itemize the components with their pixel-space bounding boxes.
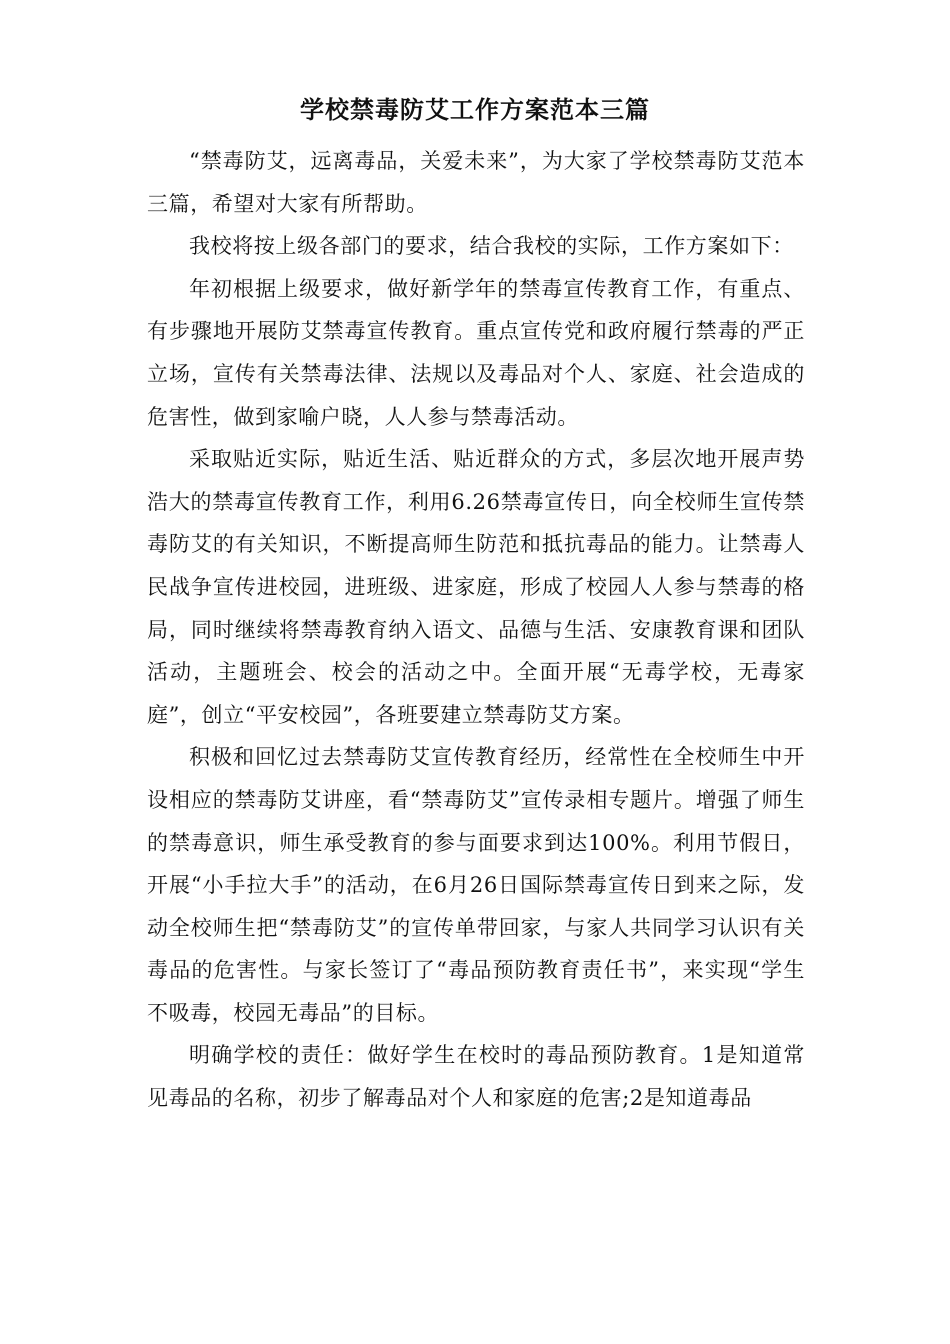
paragraph: “禁毒防艾，远离毒品，关爱未来”，为大家了学校禁毒防艾范本三篇，希望对大家有所帮助。 — [147, 149, 805, 216]
document-body — [147, 140, 805, 1120]
paragraph: 年初根据上级要求，做好新学年的禁毒宣传教育工作，有重点、有步骤地开展防艾禁毒宣传教育。重点宣传党和政府履行禁毒的严正立场，宣传有关禁毒法律、法规以及毒品对个人、家庭、社会造成的危害性，做到家喻户晓，人人参与禁毒活动。 — [147, 276, 805, 429]
paragraph: 积极和回忆过去禁毒防艾宣传教育经历，经常性在全校师生中开设相应的禁毒防艾讲座，看“禁毒防艾”宣传录相专题片。增强了师生的禁毒意识，师生承受教育的参与面要求到达100%。利用节假日，开展“小手拉大手”的活动，在6月26日国际禁毒宣传日到来之际，发动全校师生把“禁毒防艾”的宣传单带回家，与家人共同学习认识有关毒品的危害性。与家长签订了“毒品预防教育责任书”，来实现“学生不吸毒，校园无毒品”的目标。 — [147, 745, 805, 1025]
document-title: 学校禁毒防艾工作方案范本三篇 — [300, 95, 650, 124]
paragraph: 我校将按上级各部门的要求，结合我校的实际，工作方案如下： — [189, 234, 794, 259]
paragraph: 采取贴近实际，贴近生活、贴近群众的方式，多层次地开展声势浩大的禁毒宣传教育工作，利用6.26禁毒宣传日，向全校师生宣传禁毒防艾的有关知识，不断提高师生防范和抵抗毒品的能力。让禁毒人民战争宣传进校园，进班级、进家庭，形成了校园人人参与禁毒的格局，同时继续将禁毒教育纳入语文、品德与生活、安康教育课和团队活动，主题班会、校会的活动之中。全面开展“无毒学校，无毒家庭”，创立“平安校园”，各班要建立禁毒防艾方案。 — [147, 447, 805, 727]
paragraph: 明确学校的责任：做好学生在校时的毒品预防教育。1是知道常见毒品的名称，初步了解毒品对个人和家庭的危害;2是知道毒品 — [147, 1043, 805, 1111]
